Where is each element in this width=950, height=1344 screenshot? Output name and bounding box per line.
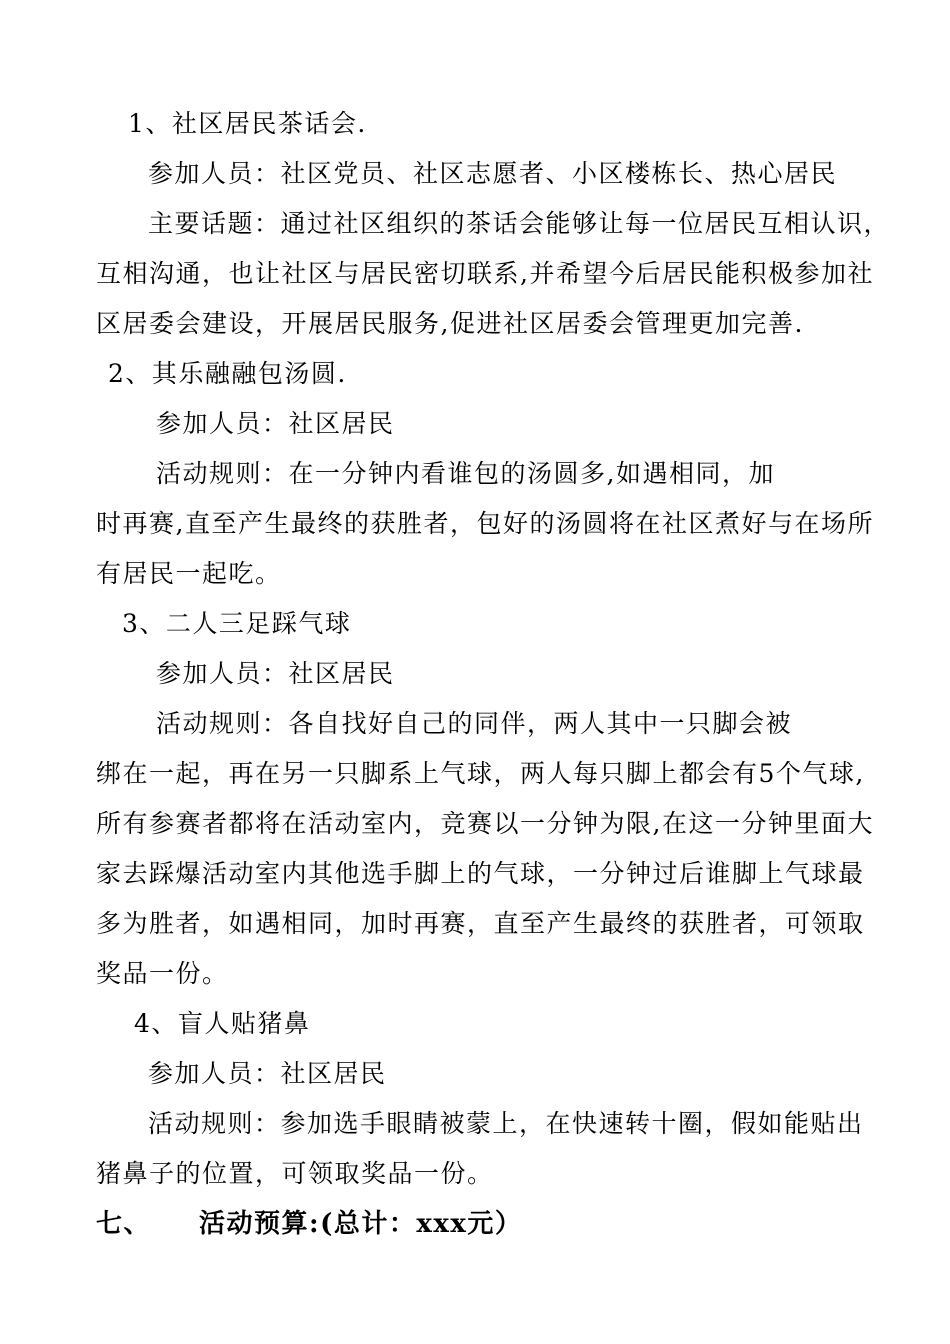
item-3-body-line: 绑在一起，再在另一只脚系上气球，两人每只脚上都会有5个气球,	[96, 759, 865, 788]
item-3-body-line: 奖品一份。	[96, 959, 229, 988]
item-4-participants: 参加人员：社区居民	[148, 1059, 387, 1088]
section-title: 活动预算:(总计：xxx元）	[199, 1209, 523, 1239]
item-4-body-line: 活动规则：参加选手眼睛被蒙上，在快速转十圈，假如能贴出	[148, 1109, 864, 1138]
item-3-body-line: 多为胜者，如遇相同，加时再赛，直至产生最终的获胜者，可领取	[96, 909, 865, 938]
item-3-participants: 参加人员：社区居民	[156, 659, 395, 688]
item-3-body-line: 所有参赛者都将在活动室内，竞赛以一分钟为限,在这一分钟里面大	[96, 809, 874, 838]
item-2-body-line: 活动规则：在一分钟内看谁包的汤圆多,如遇相同，加	[156, 459, 775, 488]
item-2-participants: 参加人员：社区居民	[156, 409, 395, 438]
item-2-body-line: 有居民一起吃。	[96, 559, 282, 588]
item-3-body-line: 家去踩爆活动室内其他选手脚上的气球，一分钟过后谁脚上气球最	[96, 859, 865, 888]
item-4-title: 4、盲人贴猪鼻	[134, 1009, 311, 1038]
item-1-body-line: 区居委会建设，开展居民服务,促进社区居委会管理更加完善.	[96, 309, 804, 338]
item-2-title: 2、其乐融融包汤圆.	[108, 359, 347, 388]
item-3-title: 3、二人三足踩气球	[122, 609, 352, 638]
item-4-body-line: 猪鼻子的位置，可领取奖品一份。	[96, 1159, 494, 1188]
item-1-title: 1、社区居民茶话会.	[128, 109, 367, 138]
item-1-body-line: 互相沟通，也让社区与居民密切联系,并希望今后居民能积极参加社	[96, 259, 874, 288]
item-1-participants: 参加人员：社区党员、社区志愿者、小区楼栋长、热心居民	[148, 159, 838, 188]
item-2-body-line: 时再赛,直至产生最终的获胜者，包好的汤圆将在社区煮好与在场所	[96, 509, 874, 538]
item-3-body-line: 活动规则：各自找好自己的同伴，两人其中一只脚会被	[156, 709, 793, 738]
section-heading	[96, 1208, 522, 1240]
item-1-body-line: 主要话题：通过社区组织的茶话会能够让每一位居民互相认识，	[148, 209, 891, 238]
section-number: 七、	[96, 1209, 152, 1239]
